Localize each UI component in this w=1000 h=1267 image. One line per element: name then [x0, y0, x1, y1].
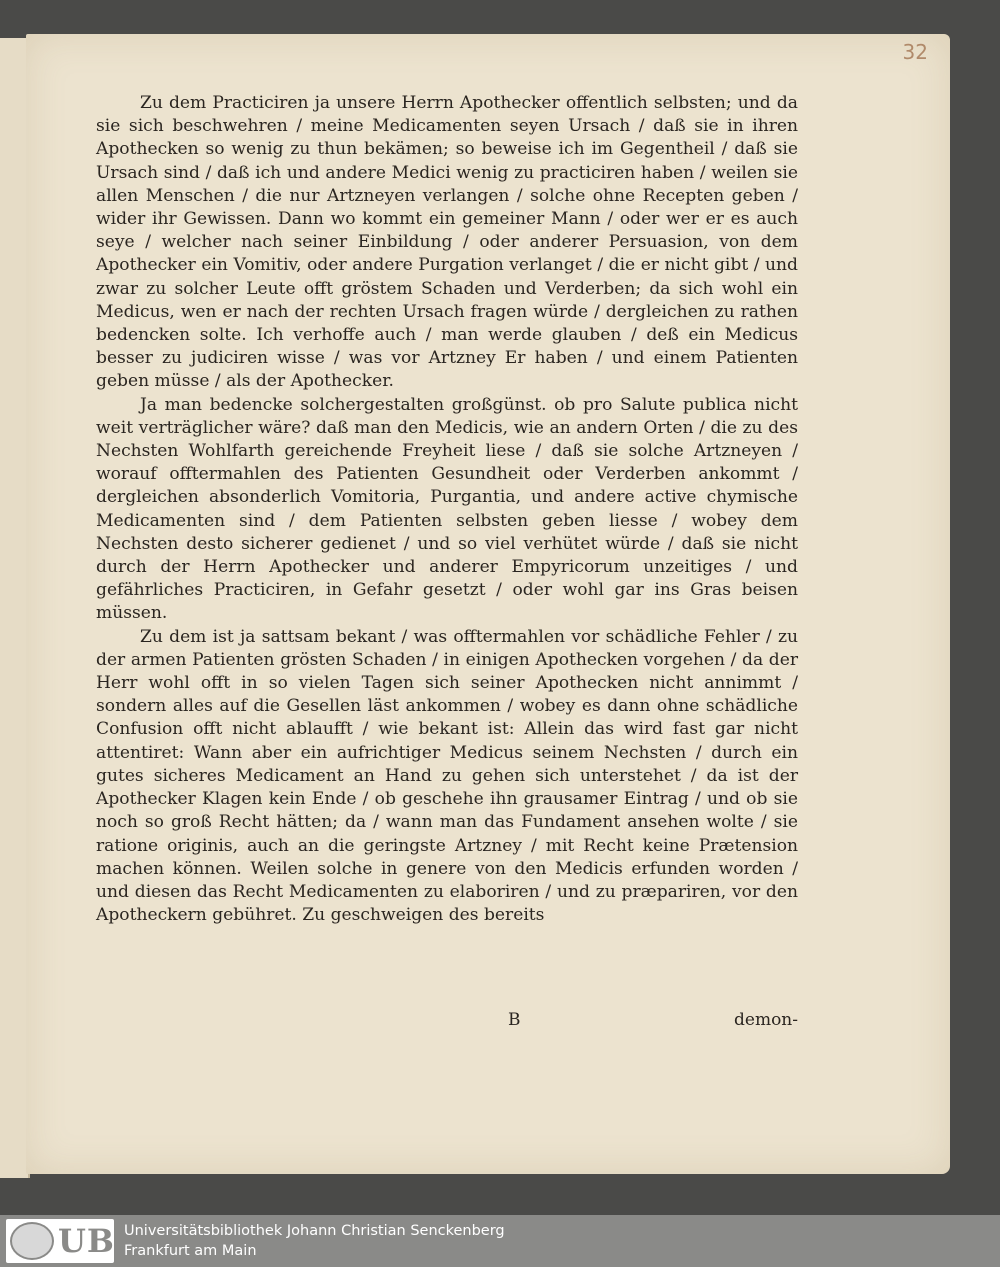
signature-mark: B — [508, 1010, 521, 1030]
library-city: Frankfurt am Main — [124, 1243, 257, 1259]
logo-text: UB — [58, 1222, 115, 1260]
library-logo — [6, 1219, 114, 1263]
body-text — [96, 92, 798, 927]
page-number: 32 — [902, 40, 928, 64]
portrait-icon — [10, 1222, 54, 1260]
paragraph: Zu dem Practiciren ja unsere Herrn Apothecker offentlich selbsten; und da sie sich beschwehren / meine Medicamenten seyen Ursach / daß sie in ihren Apothecken so wenig zu thun bekämen; so beweise ich im Gegentheil / daß sie Ursach sind / daß ich und andere Medici wenig zu practiciren haben / weilen sie allen Menschen / die nur Artzneyen verlangen / solche ohne Recepten geben / wider ihr Gewissen. Dann wo kommt ein gemeiner Mann / oder wer er es auch seye / welcher nach seiner Einbildung / oder anderer Persuasion, von dem Apothecker ein Vomitiv, oder andere Purgation verlanget / die er nicht gibt / und zwar zu solcher Leute offt gröstem Schaden und Verderben; da sich wohl ein Medicus, wen er nach der rechten Ursach fragen würde / dergleichen zu rathen bedencken solte. Ich verhoffe auch / man werde glauben / deß ein Medicus besser zu judiciren wisse / was vor Artzney Er haben / und einem Patienten geben müsse / als der Apothecker. — [96, 93, 798, 392]
signature-line — [96, 1010, 798, 1034]
paragraph: Ja man bedencke solchergestalten großgünst. ob pro Salute publica nicht weit verträglicher wäre? daß man den Medicis, wie an andern Orten / die zu des Nechsten Wohlfarth gereichende Freyheit liese / daß sie solche Artzneyen / worauf offtermahlen des Patienten Gesundheit oder Verderben ankommt / dergleichen absonderlich Vomitoria, Purgantia, und andere active chymische Medicamenten sind / dem Patienten selbsten geben liesse / wobey dem Nechsten desto sicherer gedienet / und so viel verhütet würde / daß sie nicht durch der Herrn Apothecker und anderer Empyricorum unzeitiges / und gefährliches Practiciren, in Gefahr gesetzt / oder wohl gar ins Gras beisen müssen. — [96, 394, 798, 624]
paragraph: Zu dem ist ja sattsam bekant / was offtermahlen vor schädliche Fehler / zu der armen Patienten grösten Schaden / in einigen Apothecken vorgehen / da der Herr wohl offt in so vielen Tagen sich seiner Apothecken nicht annimmt / sondern alles auf die Gesellen läst ankommen / wobey es dann ohne schädliche Confusion offt nicht ablaufft / wie bekant ist: Allein das wird fast gar nicht attentiret: Wann aber ein aufrichtiger Medicus seinem Nechsten / durch ein gutes sicheres Medicament an Hand zu gehen sich unterstehet / da ist der Apothecker Klagen kein Ende / ob geschehe ihn grausamer Eintrag / und ob sie noch so groß Recht hätten; da / wann man das Fundament ansehen wolte / sie ratione originis, auch an die geringste Artzney / mit Recht keine Prætension machen können. Weilen solche in genere von den Medicis erfunden worden / und diesen das Recht Medicamenten zu elaboriren / und zu præpariren, vor den Apotheckern gebühret. Zu geschweigen des bereits — [96, 626, 798, 926]
library-footer — [0, 1215, 1000, 1267]
catchword: demon- — [734, 1010, 798, 1030]
library-name: Universitätsbibliothek Johann Christian Senckenberg — [124, 1223, 505, 1239]
